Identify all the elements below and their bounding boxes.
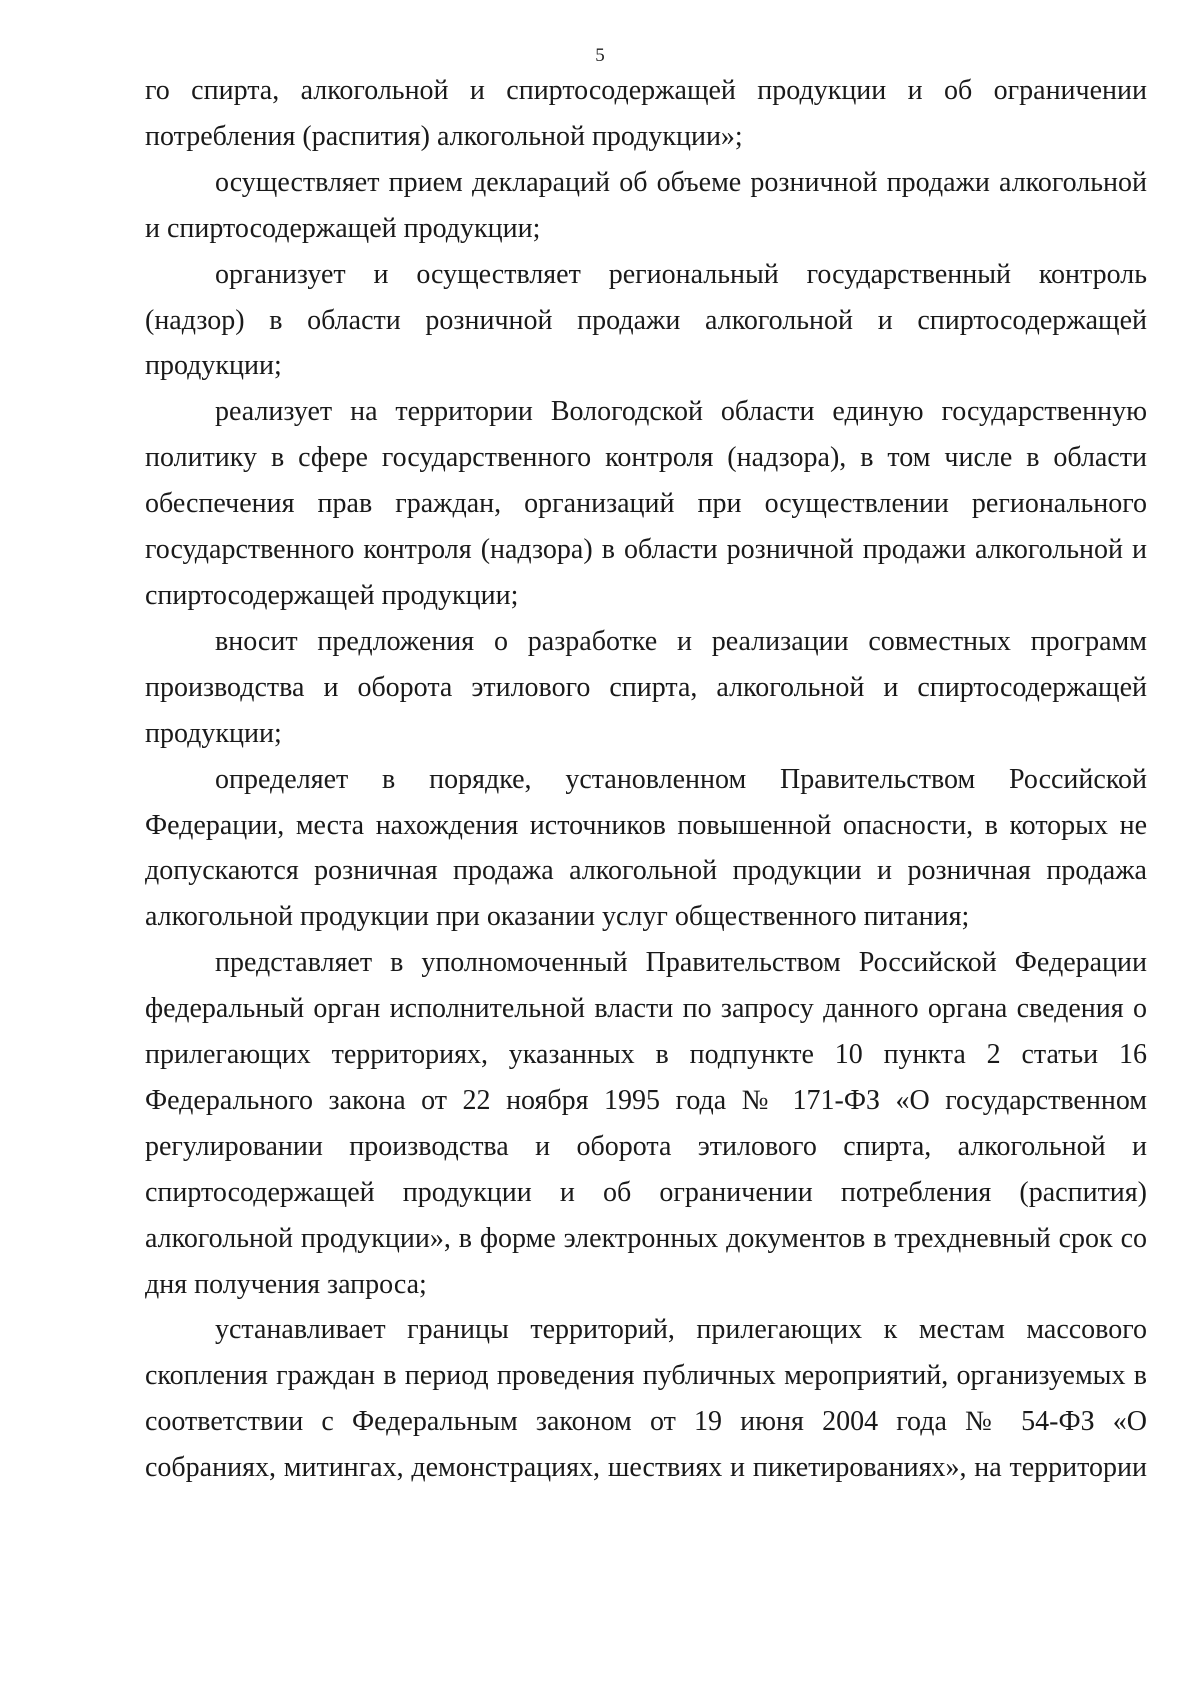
paragraph: определяет в порядке, установленном Правительством Российской Федерации, места нахождения источников повышенной опасности, в которых не допускаются розничная продажа алкогольной продукции и розничная продажа алкогольной продукции при оказании услуг общественного питания; [145, 763, 1147, 933]
paragraph: организует и осуществляет региональный государственный контроль (надзор) в области розничной продажи алкогольной и спиртосодержащей продукции; [145, 258, 1147, 382]
page-number: 5 [595, 45, 605, 66]
paragraph: го спирта, алкогольной и спиртосодержащей продукции и об ограничении потребления (распития) алкогольной продукции»; [145, 75, 1147, 152]
document-body [145, 68, 1147, 1491]
paragraph: вносит предложения о разработке и реализации совместных программ производства и оборота этилового спирта, алкогольной и спиртосодержащей продукции; [145, 625, 1147, 749]
paragraph: осуществляет прием деклараций об объеме розничной продажи алкогольной и спиртосодержащей продукции; [145, 166, 1147, 244]
paragraph: устанавливает границы территорий, прилегающих к местам массового скопления граждан в период проведения публичных мероприятий, организуемых в соответствии с Федеральным законом от 19 июня 2004 года № 54-ФЗ «О собраниях, митингах, демонстрациях, шествиях и пикетированиях», на территории [145, 1314, 1147, 1484]
paragraph: реализует на территории Вологодской области единую государственную политику в сфере государственного контроля (надзора), в том числе в области обеспечения прав граждан, организаций при осуществлении регионального государственного контроля (надзора) в области розничной продажи алкогольной и спиртосодержащей продукции; [145, 396, 1147, 611]
paragraph: представляет в уполномоченный Правительством Российской Федерации федеральный орган исполнительной власти по запросу данного органа сведения о прилегающих территориях, указанных в подпункте 10 пункта 2 статьи 16 Федерального закона от 22 ноября 1995 года № 171-ФЗ «О государственном регулировании производства и оборота этилового спирта, алкогольной и спиртосодержащей продукции и об ограничении потребления (распития) алкогольной продукции», в форме электронных документов в трехдневный срок со дня получения запроса; [145, 947, 1147, 1300]
